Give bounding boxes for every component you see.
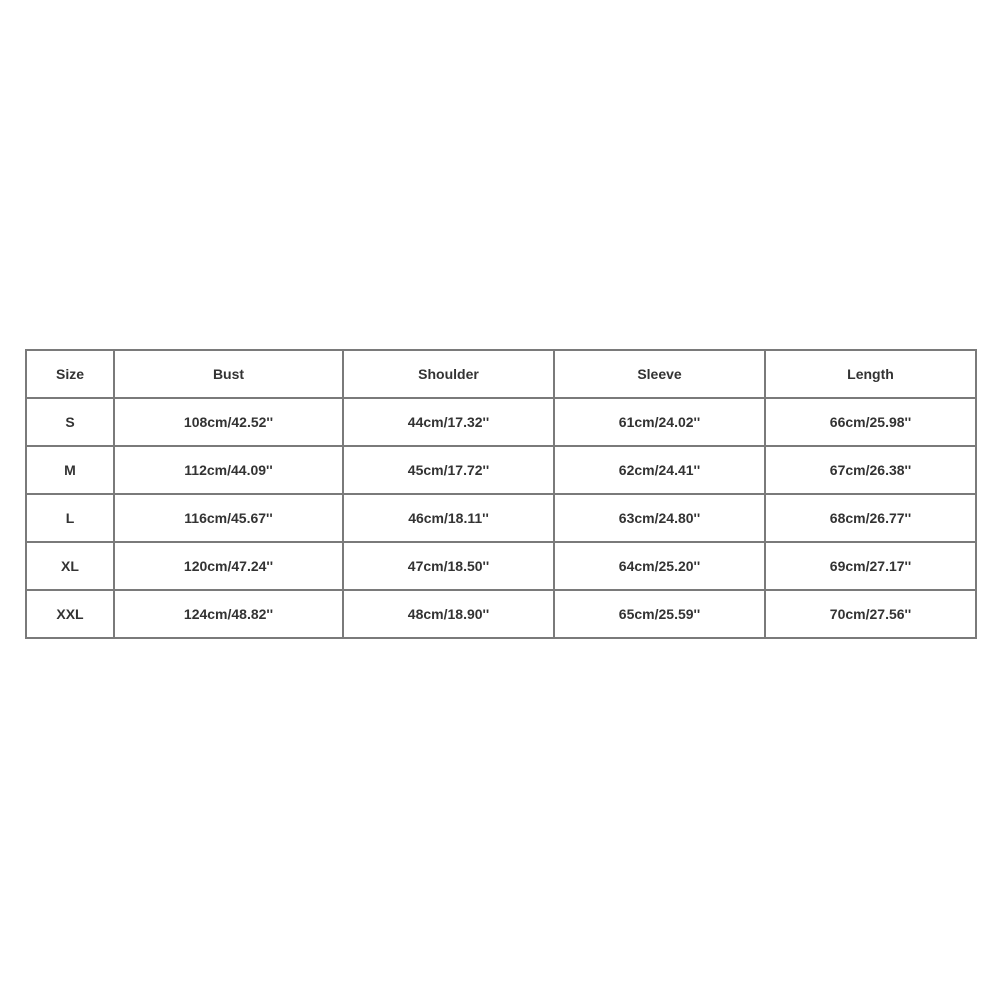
cell-bust: 120cm/47.24'' <box>114 542 343 590</box>
cell-size: XXL <box>26 590 114 638</box>
table-row <box>26 446 976 494</box>
table-row <box>26 590 976 638</box>
table-row <box>26 542 976 590</box>
table-row <box>26 494 976 542</box>
cell-size: M <box>26 446 114 494</box>
cell-size: XL <box>26 542 114 590</box>
header-size: Size <box>26 350 114 398</box>
cell-length: 70cm/27.56'' <box>765 590 976 638</box>
header-length: Length <box>765 350 976 398</box>
cell-length: 66cm/25.98'' <box>765 398 976 446</box>
cell-size: L <box>26 494 114 542</box>
cell-length: 68cm/26.77'' <box>765 494 976 542</box>
cell-shoulder: 48cm/18.90'' <box>343 590 554 638</box>
cell-length: 69cm/27.17'' <box>765 542 976 590</box>
cell-length: 67cm/26.38'' <box>765 446 976 494</box>
cell-shoulder: 47cm/18.50'' <box>343 542 554 590</box>
cell-sleeve: 62cm/24.41'' <box>554 446 765 494</box>
header-shoulder: Shoulder <box>343 350 554 398</box>
cell-sleeve: 63cm/24.80'' <box>554 494 765 542</box>
cell-sleeve: 61cm/24.02'' <box>554 398 765 446</box>
cell-bust: 112cm/44.09'' <box>114 446 343 494</box>
table-row <box>26 398 976 446</box>
cell-shoulder: 44cm/17.32'' <box>343 398 554 446</box>
cell-sleeve: 65cm/25.59'' <box>554 590 765 638</box>
cell-size: S <box>26 398 114 446</box>
header-sleeve: Sleeve <box>554 350 765 398</box>
cell-bust: 108cm/42.52'' <box>114 398 343 446</box>
cell-sleeve: 64cm/25.20'' <box>554 542 765 590</box>
size-chart-table <box>25 349 977 639</box>
cell-bust: 116cm/45.67'' <box>114 494 343 542</box>
cell-shoulder: 45cm/17.72'' <box>343 446 554 494</box>
cell-bust: 124cm/48.82'' <box>114 590 343 638</box>
header-bust: Bust <box>114 350 343 398</box>
table-header-row <box>26 350 976 398</box>
cell-shoulder: 46cm/18.11'' <box>343 494 554 542</box>
